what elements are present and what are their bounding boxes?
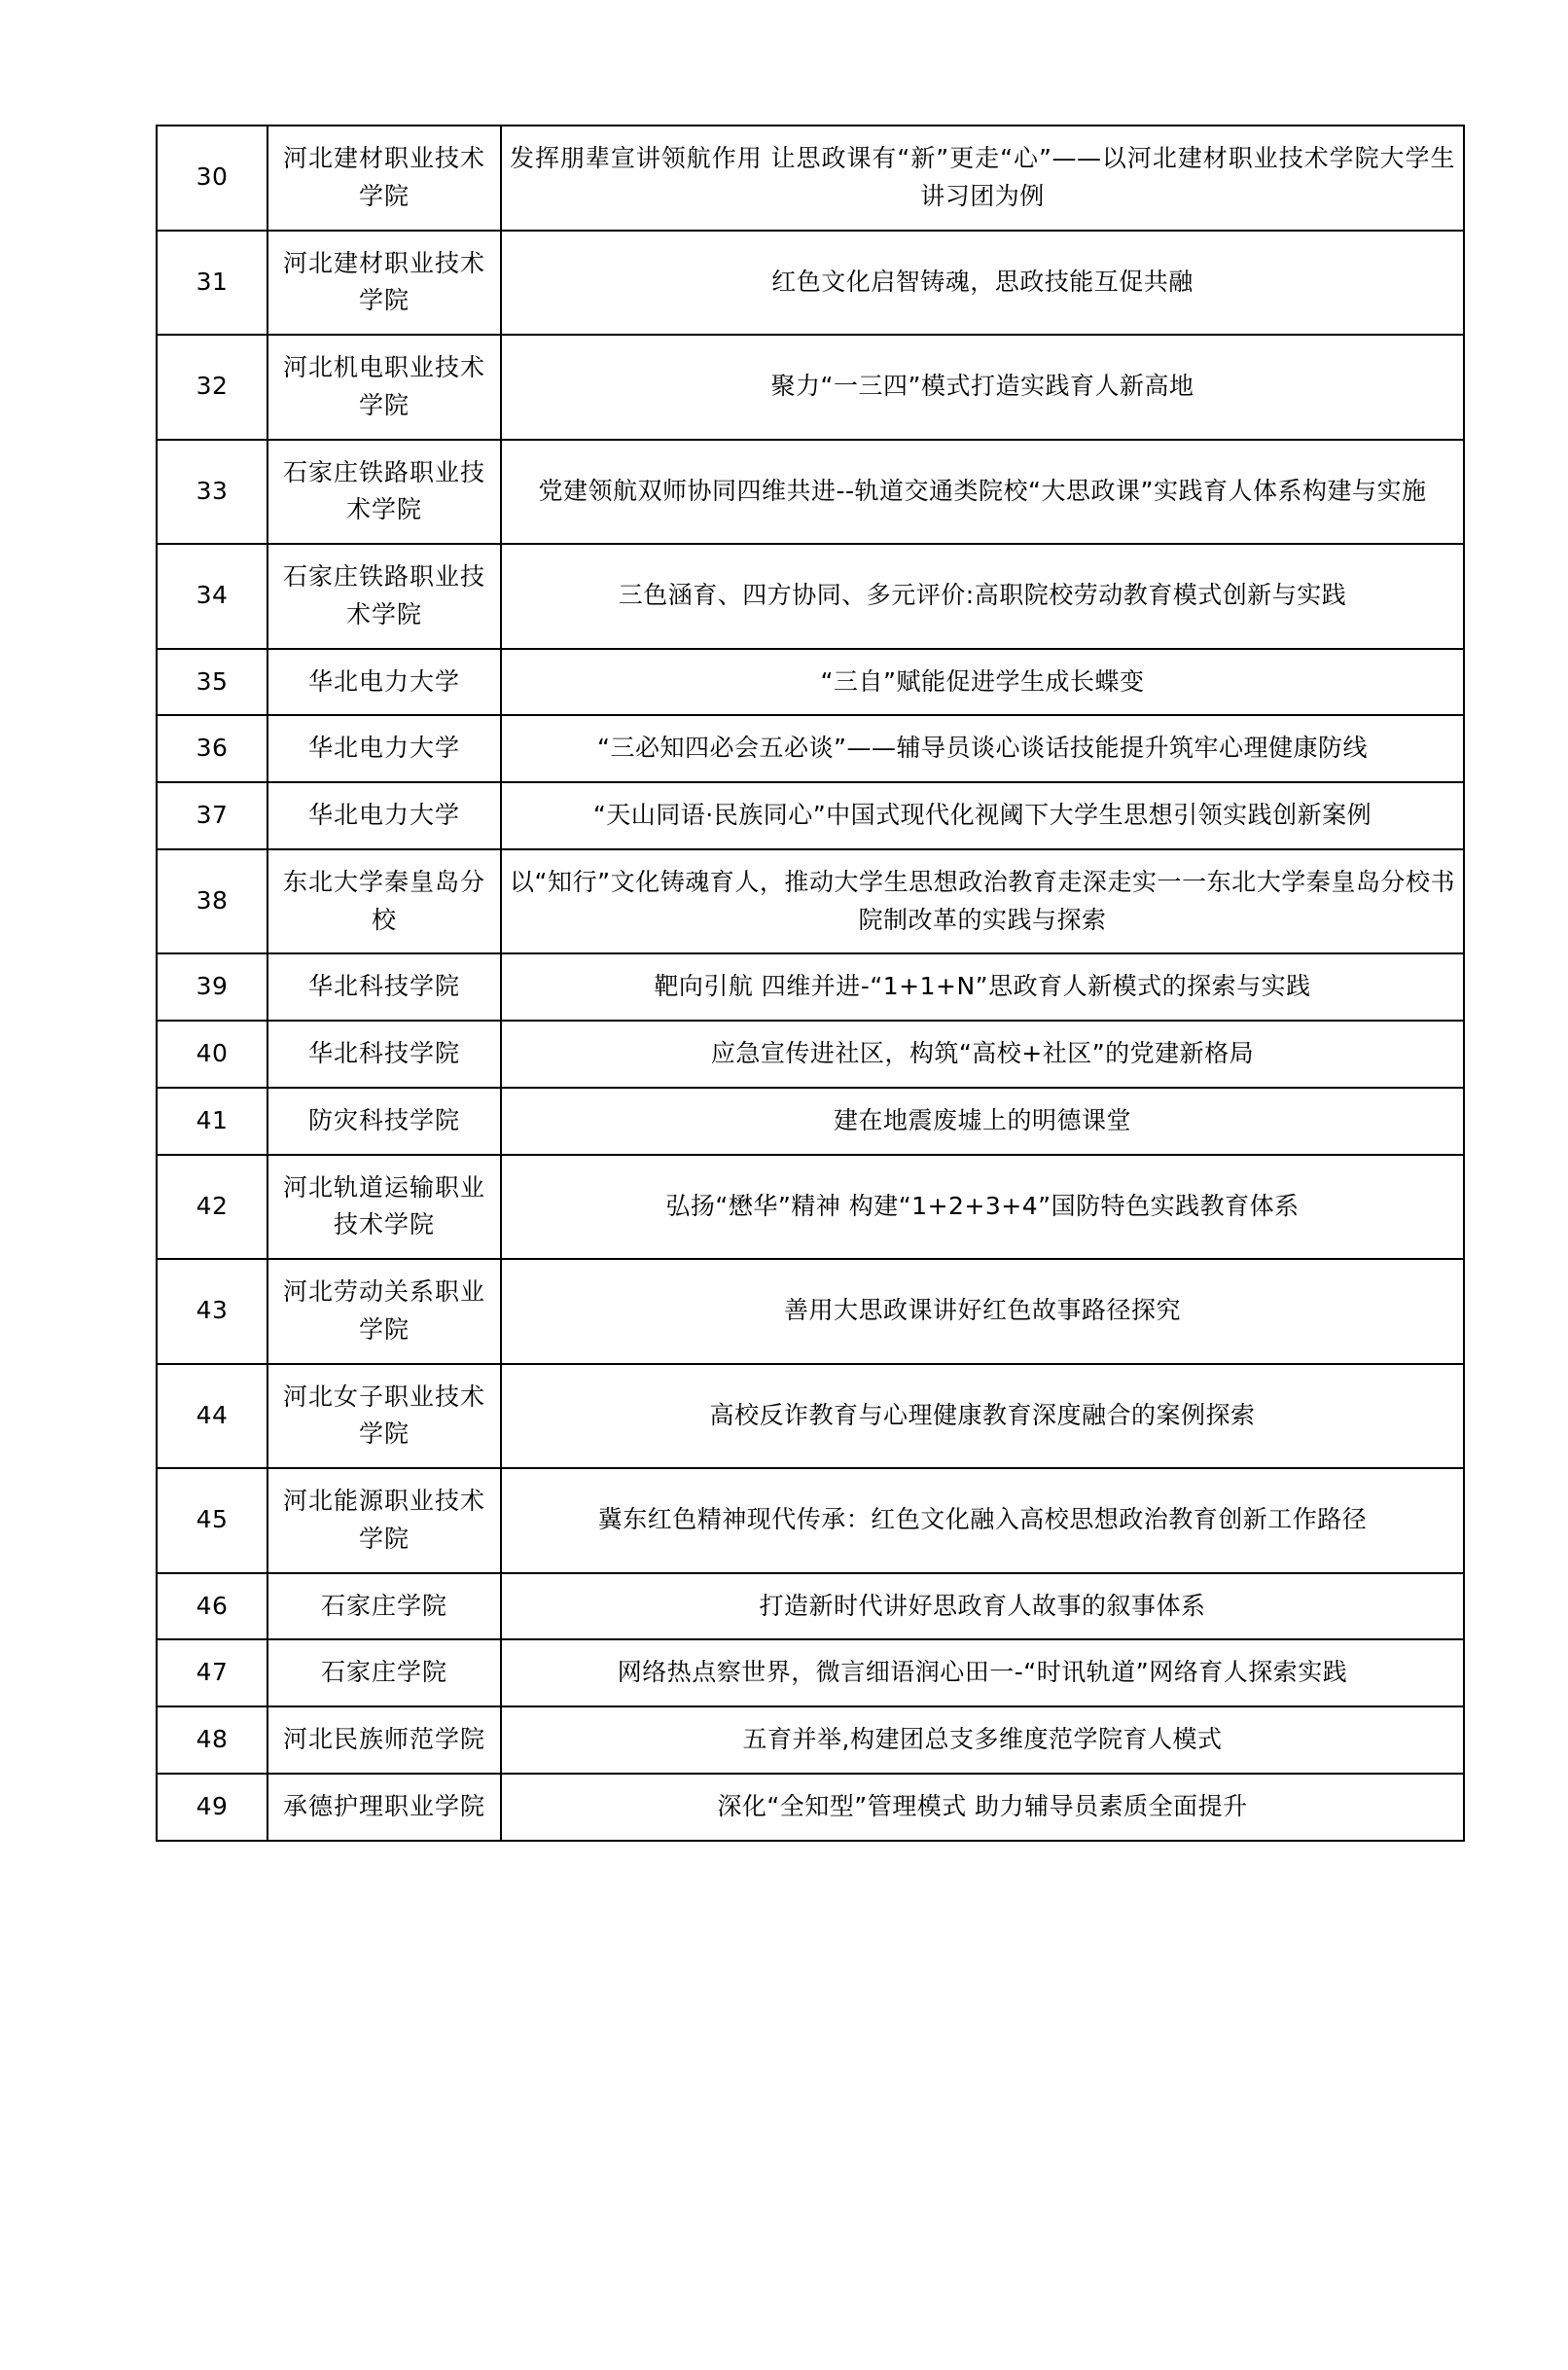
row-title: 发挥朋辈宣讲领航作用 让思政课有“新”更走“心”——以河北建材职业技术学院大学生讲习团为例 [501,126,1464,231]
table-row [157,1468,1464,1573]
row-title: “三自”赋能促进学生成长蝶变 [501,649,1464,716]
cases-table [156,125,1465,1842]
row-number: 39 [157,953,267,1021]
row-number: 36 [157,715,267,782]
table-row [157,953,1464,1021]
row-organization: 河北女子职业技术学院 [267,1364,501,1469]
row-title: 打造新时代讲好思政育人故事的叙事体系 [501,1573,1464,1640]
row-organization: 河北建材职业技术学院 [267,126,501,231]
row-number: 33 [157,440,267,545]
table-row [157,782,1464,849]
row-title: 党建领航双师协同四维共进--轨道交通类院校“大思政课”实践育人体系构建与实施 [501,440,1464,545]
row-number: 37 [157,782,267,849]
table-row [157,1573,1464,1640]
row-organization: 华北科技学院 [267,1021,501,1088]
table-row [157,1639,1464,1706]
row-organization: 河北劳动关系职业学院 [267,1259,501,1364]
row-title: “天山同语·民族同心”中国式现代化视阈下大学生思想引领实践创新案例 [501,782,1464,849]
row-organization: 石家庄学院 [267,1573,501,1640]
table-row [157,1364,1464,1469]
row-number: 42 [157,1155,267,1260]
table-row [157,1155,1464,1260]
row-organization: 河北民族师范学院 [267,1706,501,1774]
row-number: 34 [157,544,267,649]
row-organization: 石家庄学院 [267,1639,501,1706]
table-row [157,849,1464,954]
row-organization: 河北建材职业技术学院 [267,231,501,336]
row-number: 32 [157,335,267,440]
row-title: 红色文化启智铸魂，思政技能互促共融 [501,231,1464,336]
row-organization: 承德护理职业学院 [267,1774,501,1841]
row-number: 40 [157,1021,267,1088]
row-number: 35 [157,649,267,716]
row-organization: 河北机电职业技术学院 [267,335,501,440]
row-number: 38 [157,849,267,954]
table-row [157,1088,1464,1155]
row-number: 46 [157,1573,267,1640]
row-title: 深化“全知型”管理模式 助力辅导员素质全面提升 [501,1774,1464,1841]
table-row [157,1774,1464,1841]
table-row [157,1021,1464,1088]
row-number: 48 [157,1706,267,1774]
row-organization: 华北电力大学 [267,649,501,716]
table-row [157,715,1464,782]
row-title: 应急宣传进社区，构筑“高校+社区”的党建新格局 [501,1021,1464,1088]
table-row [157,335,1464,440]
row-organization: 华北科技学院 [267,953,501,1021]
table-row [157,649,1464,716]
table-row [157,231,1464,336]
row-title: 弘扬“懋华”精神 构建“1+2+3+4”国防特色实践教育体系 [501,1155,1464,1260]
row-organization: 河北能源职业技术学院 [267,1468,501,1573]
row-number: 31 [157,231,267,336]
row-title: 以“知行”文化铸魂育人，推动大学生思想政治教育走深走实一一东北大学秦皇岛分校书院制改革的实践与探索 [501,849,1464,954]
row-organization: 石家庄铁路职业技术学院 [267,440,501,545]
row-title: “三必知四必会五必谈”——辅导员谈心谈话技能提升筑牢心理健康防线 [501,715,1464,782]
row-number: 47 [157,1639,267,1706]
row-title: 靶向引航 四维并进-“1+1+N”思政育人新模式的探索与实践 [501,953,1464,1021]
row-number: 30 [157,126,267,231]
row-organization: 河北轨道运输职业技术学院 [267,1155,501,1260]
row-organization: 石家庄铁路职业技术学院 [267,544,501,649]
row-title: 五育并举,构建团总支多维度范学院育人模式 [501,1706,1464,1774]
table-row [157,1706,1464,1774]
table-row [157,126,1464,231]
row-organization: 华北电力大学 [267,715,501,782]
table-row [157,544,1464,649]
row-number: 43 [157,1259,267,1364]
row-number: 49 [157,1774,267,1841]
row-number: 41 [157,1088,267,1155]
row-number: 45 [157,1468,267,1573]
row-title: 高校反诈教育与心理健康教育深度融合的案例探索 [501,1364,1464,1469]
table-body [157,126,1464,1841]
row-title: 三色涵育、四方协同、多元评价:高职院校劳动教育模式创新与实践 [501,544,1464,649]
row-title: 聚力“一三四”模式打造实践育人新高地 [501,335,1464,440]
row-organization: 华北电力大学 [267,782,501,849]
row-organization: 防灾科技学院 [267,1088,501,1155]
row-title: 冀东红色精神现代传承：红色文化融入高校思想政治教育创新工作路径 [501,1468,1464,1573]
row-title: 建在地震废墟上的明德课堂 [501,1088,1464,1155]
row-number: 44 [157,1364,267,1469]
row-organization: 东北大学秦皇岛分校 [267,849,501,954]
table-row [157,440,1464,545]
row-title: 网络热点察世界，微言细语润心田一-“时讯轨道”网络育人探索实践 [501,1639,1464,1706]
table-row [157,1259,1464,1364]
row-title: 善用大思政课讲好红色故事路径探究 [501,1259,1464,1364]
